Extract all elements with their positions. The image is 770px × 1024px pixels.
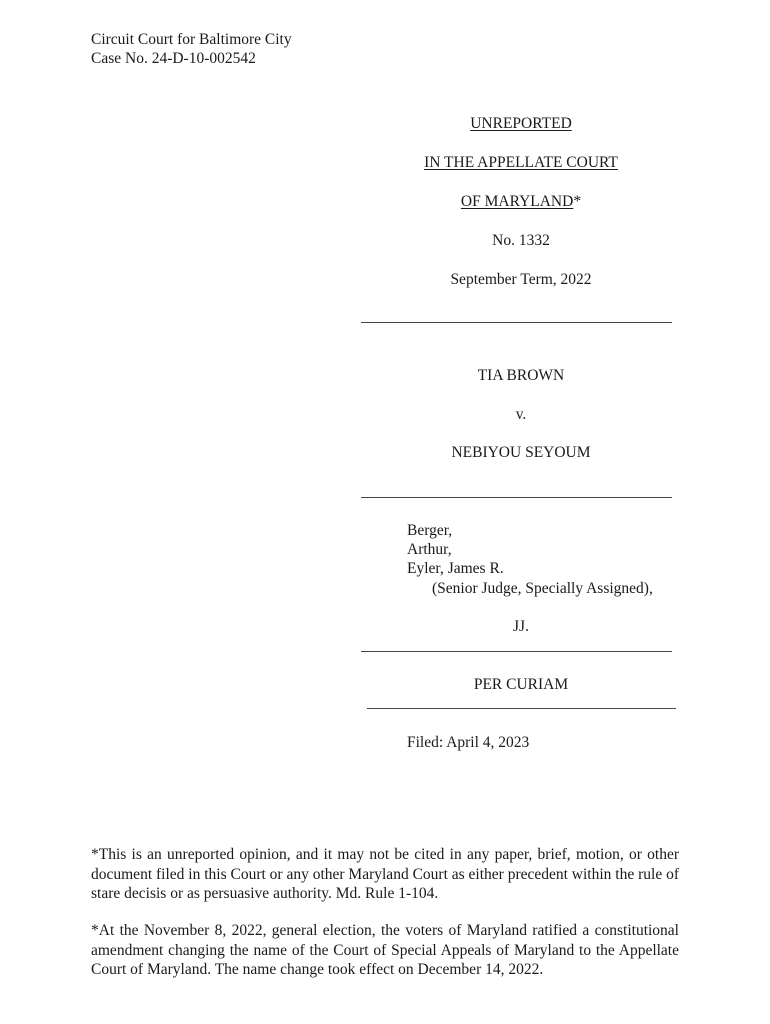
appellate-court-text1: IN THE APPELLATE COURT: [424, 154, 618, 171]
footnote-unreported: *This is an unreported opinion, and it may not be cited in any paper, brief, motion, or other document filed in this Court or any other Maryland Court as either precedent within the rule of stare decisis or as persuasive authority. Md. Rule 1-104.: [91, 846, 679, 902]
footnote-marker: *: [573, 193, 582, 210]
justices-abbrev: JJ.: [513, 618, 529, 635]
judge-arthur: Arthur,: [407, 541, 452, 558]
appellee-name: NEBIYOU SEYOUM: [451, 444, 591, 461]
appellate-court-text2: OF MARYLAND: [460, 193, 574, 210]
divider-rule-2: [361, 497, 672, 498]
unreported-label: [361, 114, 681, 133]
divider-rule-3: [361, 651, 672, 652]
judge-eyler-note: (Senior Judge, Specially Assigned),: [432, 580, 653, 597]
appeal-number: No. 1332: [492, 232, 550, 249]
appellant-name: TIA BROWN: [477, 367, 565, 384]
unreported-text: UNREPORTED: [470, 115, 572, 132]
appellate-court-line2: [361, 192, 681, 211]
trial-case-number: Case No. 24-D-10-002542: [91, 50, 256, 67]
trial-court-name: Circuit Court for Baltimore City: [91, 31, 292, 48]
appellate-court-line1: [361, 153, 681, 172]
versus: v.: [515, 406, 527, 423]
divider-rule-4: [367, 708, 676, 709]
divider-rule-1: [361, 322, 672, 323]
opinion-author: PER CURIAM: [473, 676, 569, 693]
footnote-court-name-change: *At the November 8, 2022, general election, the voters of Maryland ratified a constitutional amendment changing the name of the Court of Special Appeals of Maryland to the Appellate Court of Maryland. The name change took effect on December 14, 2022.: [91, 922, 679, 978]
judge-berger: Berger,: [407, 522, 453, 539]
filed-date: Filed: April 4, 2023: [407, 734, 530, 751]
judge-eyler: Eyler, James R.: [407, 560, 504, 577]
term: September Term, 2022: [450, 271, 592, 288]
